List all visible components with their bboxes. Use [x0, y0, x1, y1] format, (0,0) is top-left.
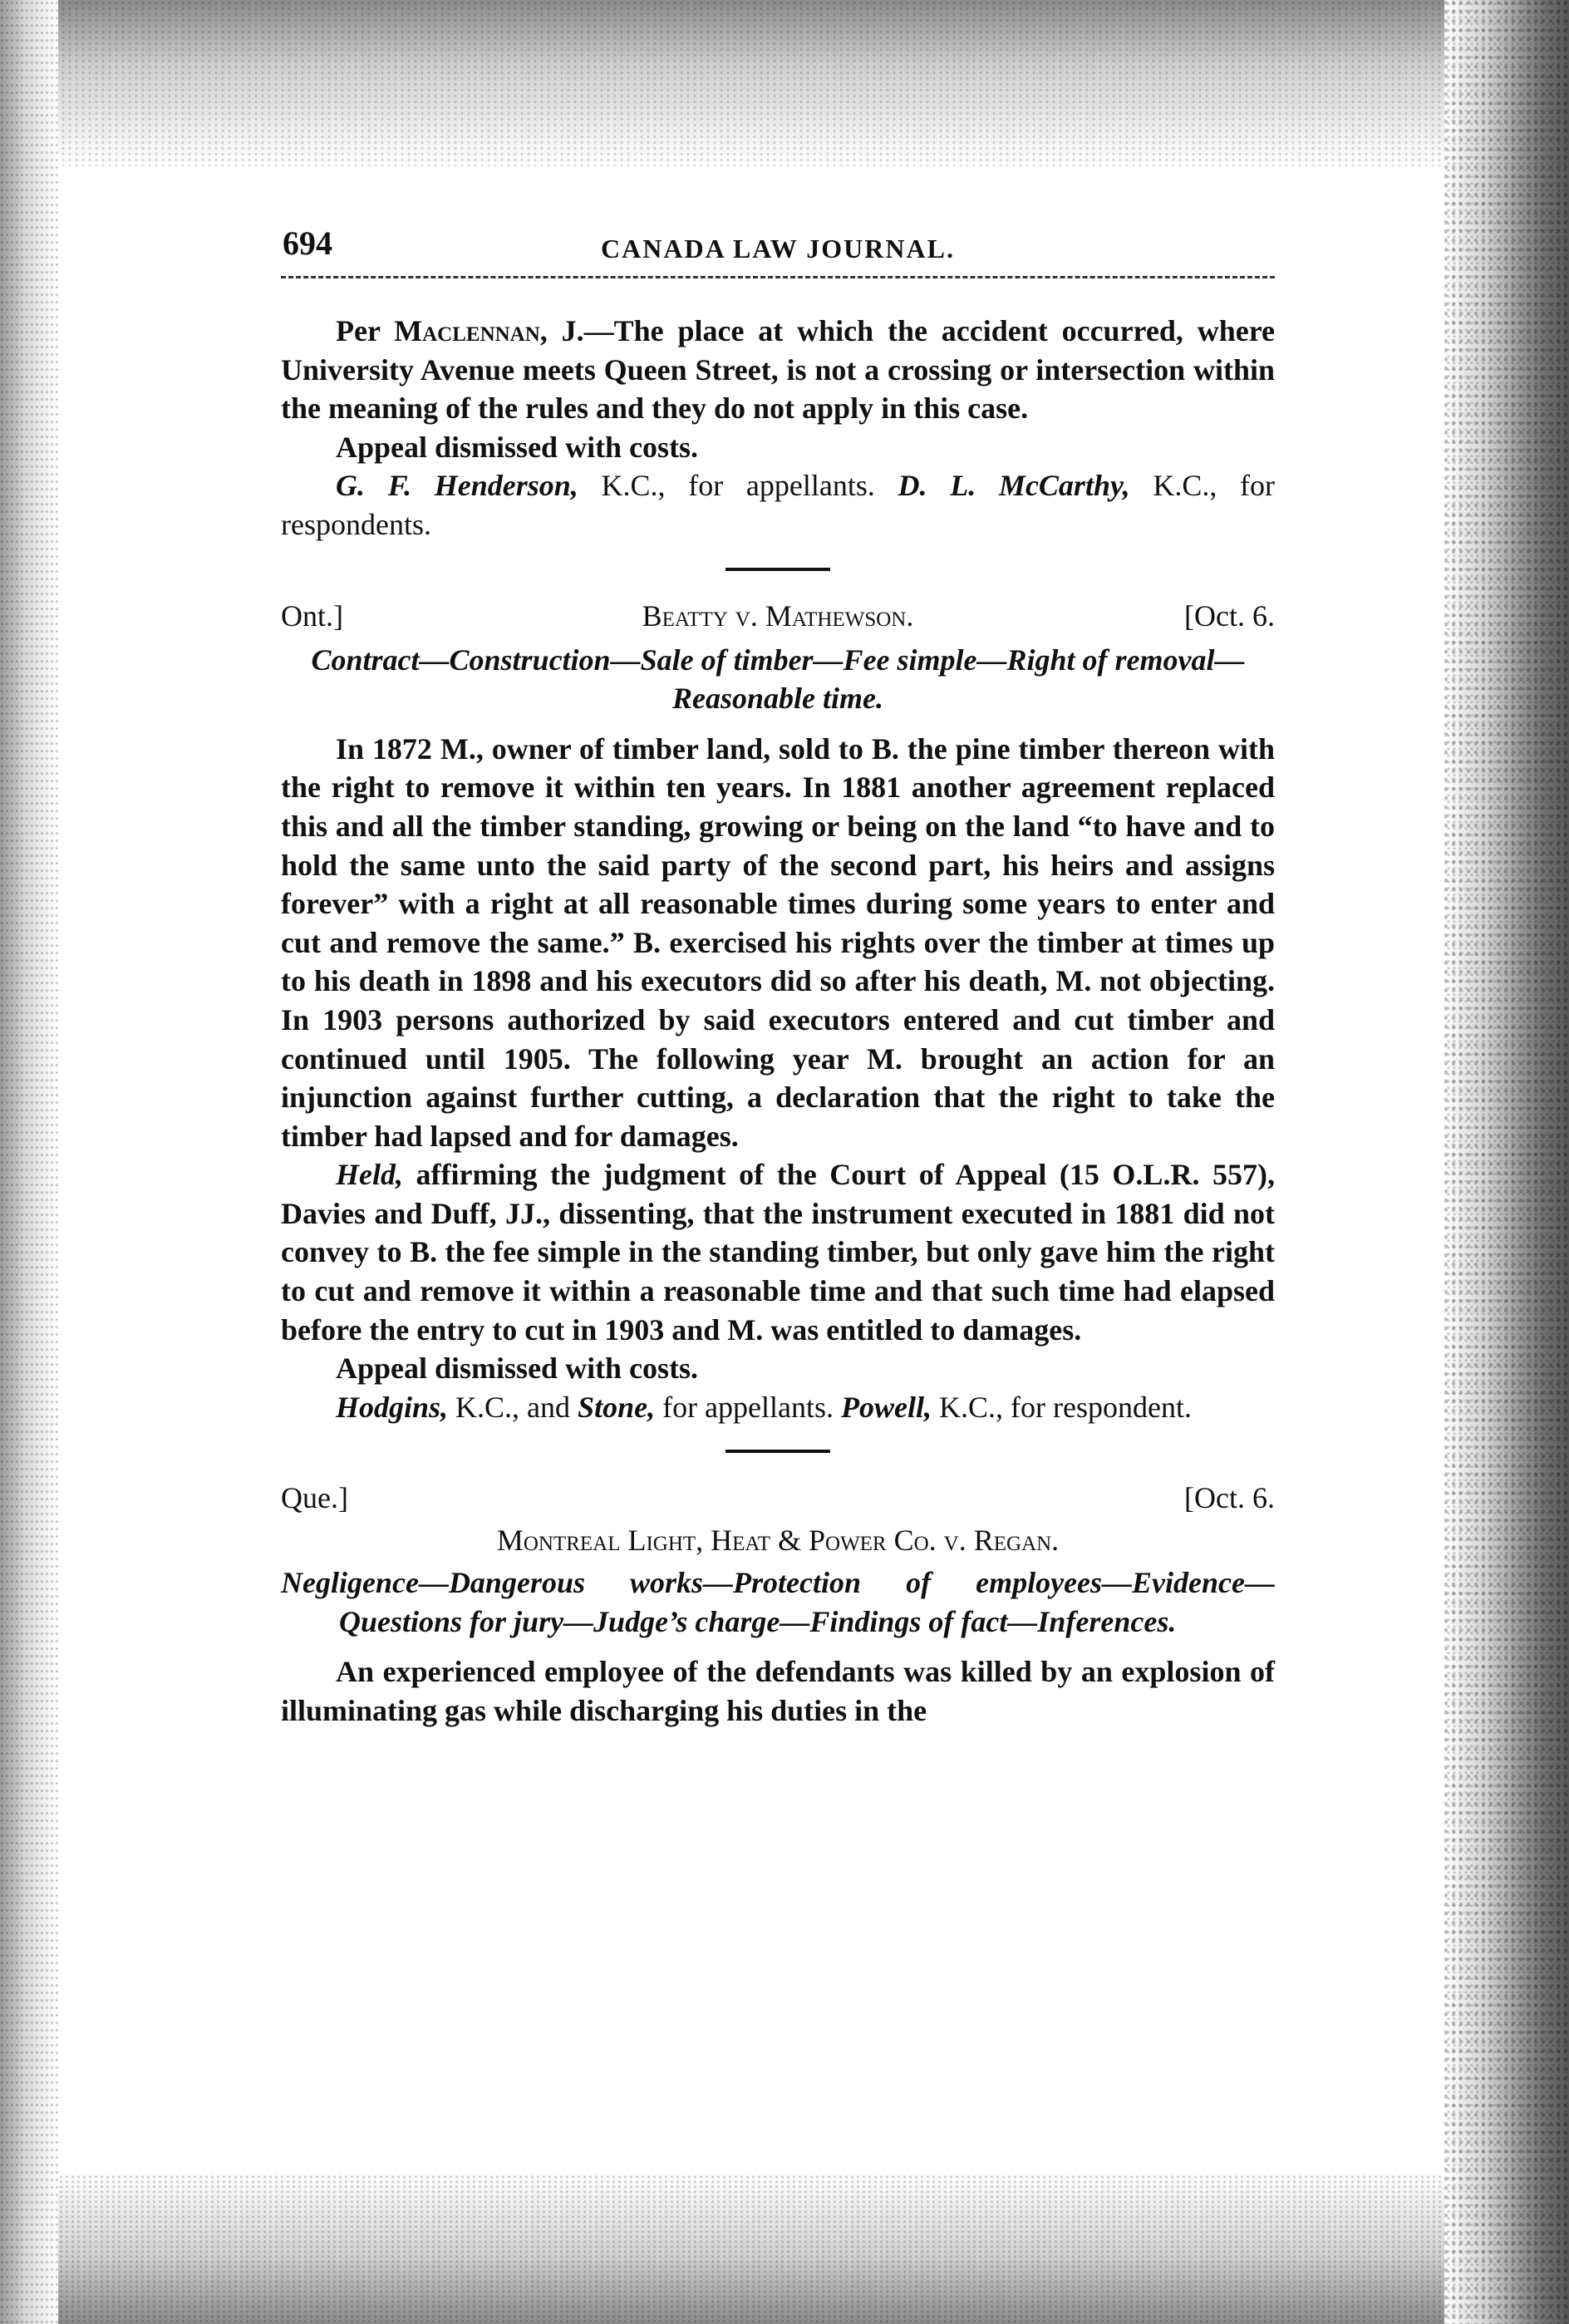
counsel-line [281, 1388, 1275, 1427]
held-label: Held, [336, 1158, 403, 1192]
page-number: 694 [283, 224, 332, 262]
court-label: Ont.] [281, 598, 343, 633]
counsel-line [281, 466, 1275, 544]
running-header [281, 224, 1275, 278]
journal-title: CANADA LAW JOURNAL. [601, 234, 955, 263]
scan-right-margin [1444, 0, 1569, 2324]
catchwords: Contract—Construction—Sale of timber—Fee simple—Right of removal—Reasonable time. [311, 643, 1245, 716]
case-heading [281, 594, 1275, 638]
decision-date: [Oct. 6. [1184, 1481, 1275, 1515]
opinion-judge: Maclennan, J. [394, 314, 584, 347]
case-heading [281, 1476, 1275, 1519]
catchwords: Negligence—Dangerous works—Protection of employees—Evidence—Questions for jury—Judge’s charge—Findings of fact—Inferences. [281, 1566, 1275, 1638]
counsel-text: K.C., for appellants. [578, 469, 898, 503]
counsel-text: K.C., and [448, 1390, 578, 1424]
scan-top-margin [0, 0, 1569, 166]
opinion-text: —The place at which the accident occurred, where University Avenue meets Queen Street, is not a crossing or intersection within the meaning of the rules and they do not apply in this case. [281, 314, 1276, 426]
counsel-text: K.C., for respondents. [281, 469, 1276, 541]
counsel-name: Stone, [578, 1390, 656, 1424]
opinion-per: Per [336, 314, 395, 347]
held-text: affirming the judgment of the Court of Appeal (15 O.L.R. 557), Davies and Duff, JJ., dissenting, that the instrument executed in 1881 did not convey to B. the fee simple in the standing timber, but only gave him the right to cut and remove it within a reasonable time and that such time had elapsed before the entry to cut in 1903 and M. was entitled to damages. [281, 1158, 1275, 1347]
case-beatty-mathewson [281, 594, 1275, 1427]
section-divider [725, 1450, 830, 1453]
facts-paragraph: In 1872 M., owner of timber land, sold to B. the pine timber thereon with the right to remove it within ten years. In 1881 another agreement replaced this and all the timber standing, growing or being on the land “to have and to hold the same unto the said party of the second part, his heirs and assigns forever” with a right at all reasonable times during some years to enter and cut and remove the same.” B. exercised his rights over the timber at times up to his death in 1898 and his executors did so after his death, M. not objecting. In 1903 persons authorized by said executors entered and cut timber and continued until 1905. The following year M. brought an action for an injunction against further cutting, a declaration that the right to take the timber had lapsed and for damages. [281, 731, 1275, 1153]
case-title: Montreal Light, Heat & Power Co. v. Regan. [496, 1524, 1060, 1558]
holding-paragraph [281, 1155, 1275, 1349]
facts-paragraph: An experienced employee of the defendants was killed by an explosion of illuminating gas while discharging his duties in the [281, 1655, 1275, 1727]
counsel-name: Hodgins, [336, 1390, 449, 1424]
decision-date: [Oct. 6. [1184, 598, 1275, 633]
disposition: Appeal dismissed with costs. [336, 430, 699, 464]
opinion-paragraph [281, 312, 1275, 428]
court-label: Que.] [281, 1481, 348, 1515]
case-montreal-light-regan [281, 1476, 1275, 1730]
counsel-text: K.C., for respondent. [932, 1390, 1192, 1424]
page-body [281, 224, 1276, 1730]
disposition: Appeal dismissed with costs. [336, 1352, 699, 1386]
section-divider [725, 568, 830, 571]
scan-bottom-margin [0, 2174, 1569, 2324]
scan-left-margin [0, 0, 58, 2324]
case-title: Beatty v. Mathewson. [642, 598, 914, 633]
counsel-text: for appellants. [655, 1390, 842, 1424]
counsel-name: G. F. Henderson, [336, 469, 578, 503]
counsel-name: D. L. McCarthy, [898, 469, 1130, 503]
counsel-name: Powell, [841, 1390, 932, 1424]
prior-case-section [281, 312, 1275, 544]
